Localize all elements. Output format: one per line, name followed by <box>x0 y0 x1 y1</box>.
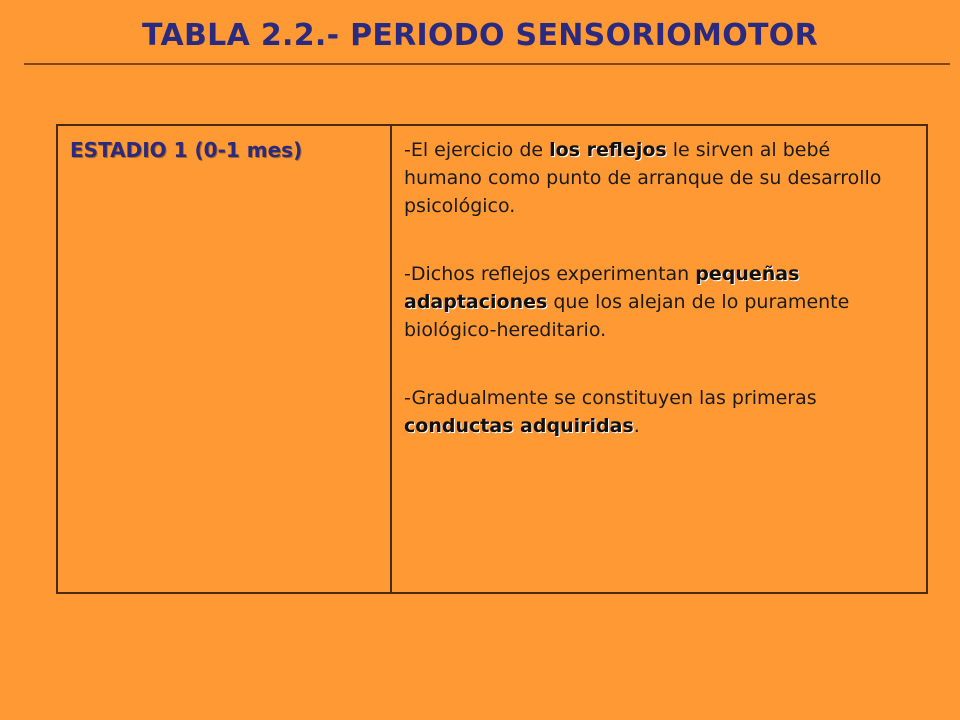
stage-table <box>56 124 928 594</box>
paragraph-text: le sirven al bebé humano como punto de arranque de su desarrollo psicológico. <box>404 139 882 217</box>
paragraph-text: -Dichos reflejos experimentan <box>404 263 696 285</box>
table-row <box>57 125 927 593</box>
paragraph-conducts <box>404 384 912 440</box>
slide-title: TABLA 2.2.- PERIODO SENSORIOMOTOR <box>142 18 818 53</box>
paragraph-text: -Gradualmente se constituyen las primeras <box>404 387 817 409</box>
highlight-term: conductas adquiridas <box>404 415 634 437</box>
description-cell <box>391 125 927 593</box>
stage-cell <box>57 125 391 593</box>
paragraph-reflexes <box>404 136 912 220</box>
paragraph-text: que los alejan de lo puramente biológico-hereditario. <box>404 291 850 341</box>
paragraph-adaptations <box>404 260 912 344</box>
highlight-term: pequeñas adaptaciones <box>404 263 800 313</box>
stage-label: ESTADIO 1 (0-1 mes) <box>70 138 303 162</box>
paragraph-text: -El ejercicio de <box>404 139 550 161</box>
title-underline <box>24 63 950 65</box>
highlight-term: los reflejos <box>549 139 667 161</box>
paragraph-text: . <box>633 415 640 437</box>
